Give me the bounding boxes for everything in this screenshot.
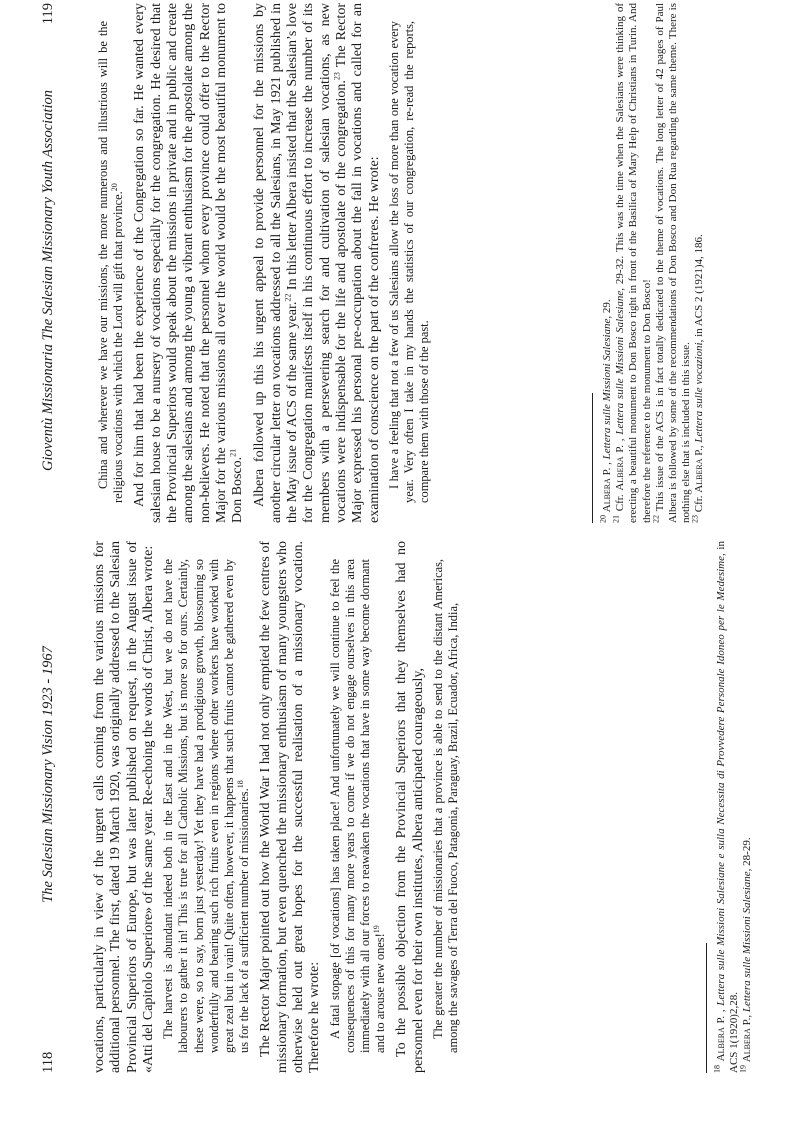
footnote-ref: 22 (283, 293, 293, 302)
block-quote: A fatal stopage [of vocations] has taken place! And unfortunately we will continue to feel the consequences of this for many more years to come if we do not engage ourselves in this area immediately with all our forces to reawaken the vocations that have in some way become dormant and to arouse new ones!$^{19}$ (327, 559, 388, 1053)
footnotes (592, 3, 707, 523)
paragraph: vocations, particularly in view of the urgent calls coming from the various missions for additional personnel. The first, dated 19 March 1920, was originally addressed to the Salesian Provincial Superiors of Europe, but was later published on request, in the August issue of «Atti del Capitolo Superiore» of the same year. Re-echoing the words of Christ, Albera wrote: (92, 541, 156, 1073)
footnote-ref: 21 (228, 448, 238, 457)
page-body (92, 3, 436, 523)
block-quote: The harvest is abundant indeed both in the East and in the West, but we do not have the labourers to gather it in! This is true for all Catholic Missions, but is more so for ours. Certainly, these were, so to say, born just yesterday! Yet they have had a prodigious growth, blossoming so wonderfully and bearing such rich fruits even in regions where other workers have worked with great zeal but in vain! Quite often, however, it happens that such fruits cannot be gathered even by us for the lack of a sufficient number of missionaries.$^{18}$ (161, 559, 252, 1053)
paragraph: The Rector Major pointed out how the World War I had not only emptied the few centres of missionary formation, but even quenched the missionary enthusiasm of many youngsters who otherwise held out great hopes for the successful realisation of a missionary vocation. Therefore he wrote: (258, 541, 323, 1073)
paragraph: To the possible objection from the Provincial Superiors that they themselves had no personnel even for their own institutes, Albera anticipated courageously, (394, 541, 426, 1073)
footnote-rule (592, 393, 593, 523)
footnote-ref: 18 (236, 780, 246, 789)
footnote: $^{22}$ This issue of the ACS is in fact totally dedicated to the theme of vocations. The long letter of 42 pages of Paul Albera is followed by some of the recommendations of Don Bosco and Don Rua regarding the same theme. There is nothing else that is included in this issue. (651, 2, 693, 523)
footnotes (706, 541, 755, 1073)
footnote: $^{19}$ Albera P., Lettera sulle Missioni Salesiane, 28-29. (738, 837, 754, 1073)
page-header (40, 3, 62, 523)
footnote: $^{21}$ Cfr. Albera P. , Lettera sulle Missioni Salesiane, 29-32. This was the time when the Salesians were thinking of erecting a beautiful monument to Don Bosco right in front of the Basilica of Mary Help of Christians in Turin. And therefore the reference to the monument to Don Bosco! (611, 2, 653, 523)
page-number: 118 (40, 1051, 56, 1073)
footnote-ref: 20 (110, 183, 120, 192)
running-title: Gioventù Missionaria The Salesian Missionary Youth Association (40, 89, 56, 472)
page-header (40, 541, 62, 1073)
block-quote: The greater the number of missionaries that a province is able to send to the distant Americas, among the savages of Terra del Fuoco, Patagonia, Paraguay, Brazil, Ecuador, Africa, India, (431, 559, 461, 1053)
paragraph: Albera followed up this his urgent appeal to provide personnel for the missions by another circular letter on vocations addressed to all the Salesians, in May 1921 published in the May issue of ACS of the same year.$^{22}$ In this letter Albera insisted that the Salesian’s love for the Congregation manifests itself in his continuous effort to increase the number of its members with a persevering search for and cultivation of salesian vocations, as new vocations were indispensable for the life and apostolate of the congregation.$^{23}$ The Rector Major expressed his personal pre-occupation about the fall in vocations and called for an examination of conscience on the part of the confreres. He wrote: (252, 3, 382, 523)
footnote: $^{23}$ Cfr. Albera P., Lettera sulle vocazioni, in ACS 2 (1921)4, 186. (690, 234, 706, 523)
footnote: $^{20}$ Albera P. , Lettera sulle Missioni Salesiane, 29. (598, 299, 613, 523)
right-page (0, 3, 793, 523)
running-title: The Salesian Missionary Vision 1923 - 1967 (40, 646, 56, 903)
footnote-rule (706, 943, 707, 1073)
footnote-ref: 19 (372, 925, 382, 934)
footnote: $^{18}$ Albera P. , Lettera sulle Missioni Salesiane e sulla Necessita di Provvedere Personale Idoneo per le Medesime, in ACS 1(1920)2,28. (712, 541, 741, 1073)
page-body (92, 541, 465, 1073)
block-quote: China and wherever we have our missions, the more numerous and illustrious will be the religious vocations with which the Lord will gift that province.$^{20}$ (96, 21, 126, 503)
block-quote: I have a feeling that not a few of us Salesians allow the loss of more than one vocation every year. Very often I take in my hands the statistics of our congregation, re-read the reports, compare them with those of the past. (386, 21, 432, 503)
paragraph: And for him that had been the experience of the Congregation so far. He wanted every salesian house to be a nursery of vocations especially for the congregation. He desired that the Provincial Superiors would speak about the missions in private and in public and create among the salesians and among the young a vibrant enthusiasm for the apostolate among the non-believers. He noted that the personnel whom every province could offer to the Rector Major for the various missions all over the world would be the most beautiful monument to Don Bosco.$^{21}$ (132, 3, 246, 523)
page-number: 119 (40, 3, 56, 25)
footnote-ref: 23 (332, 72, 342, 81)
left-page (0, 541, 793, 1073)
